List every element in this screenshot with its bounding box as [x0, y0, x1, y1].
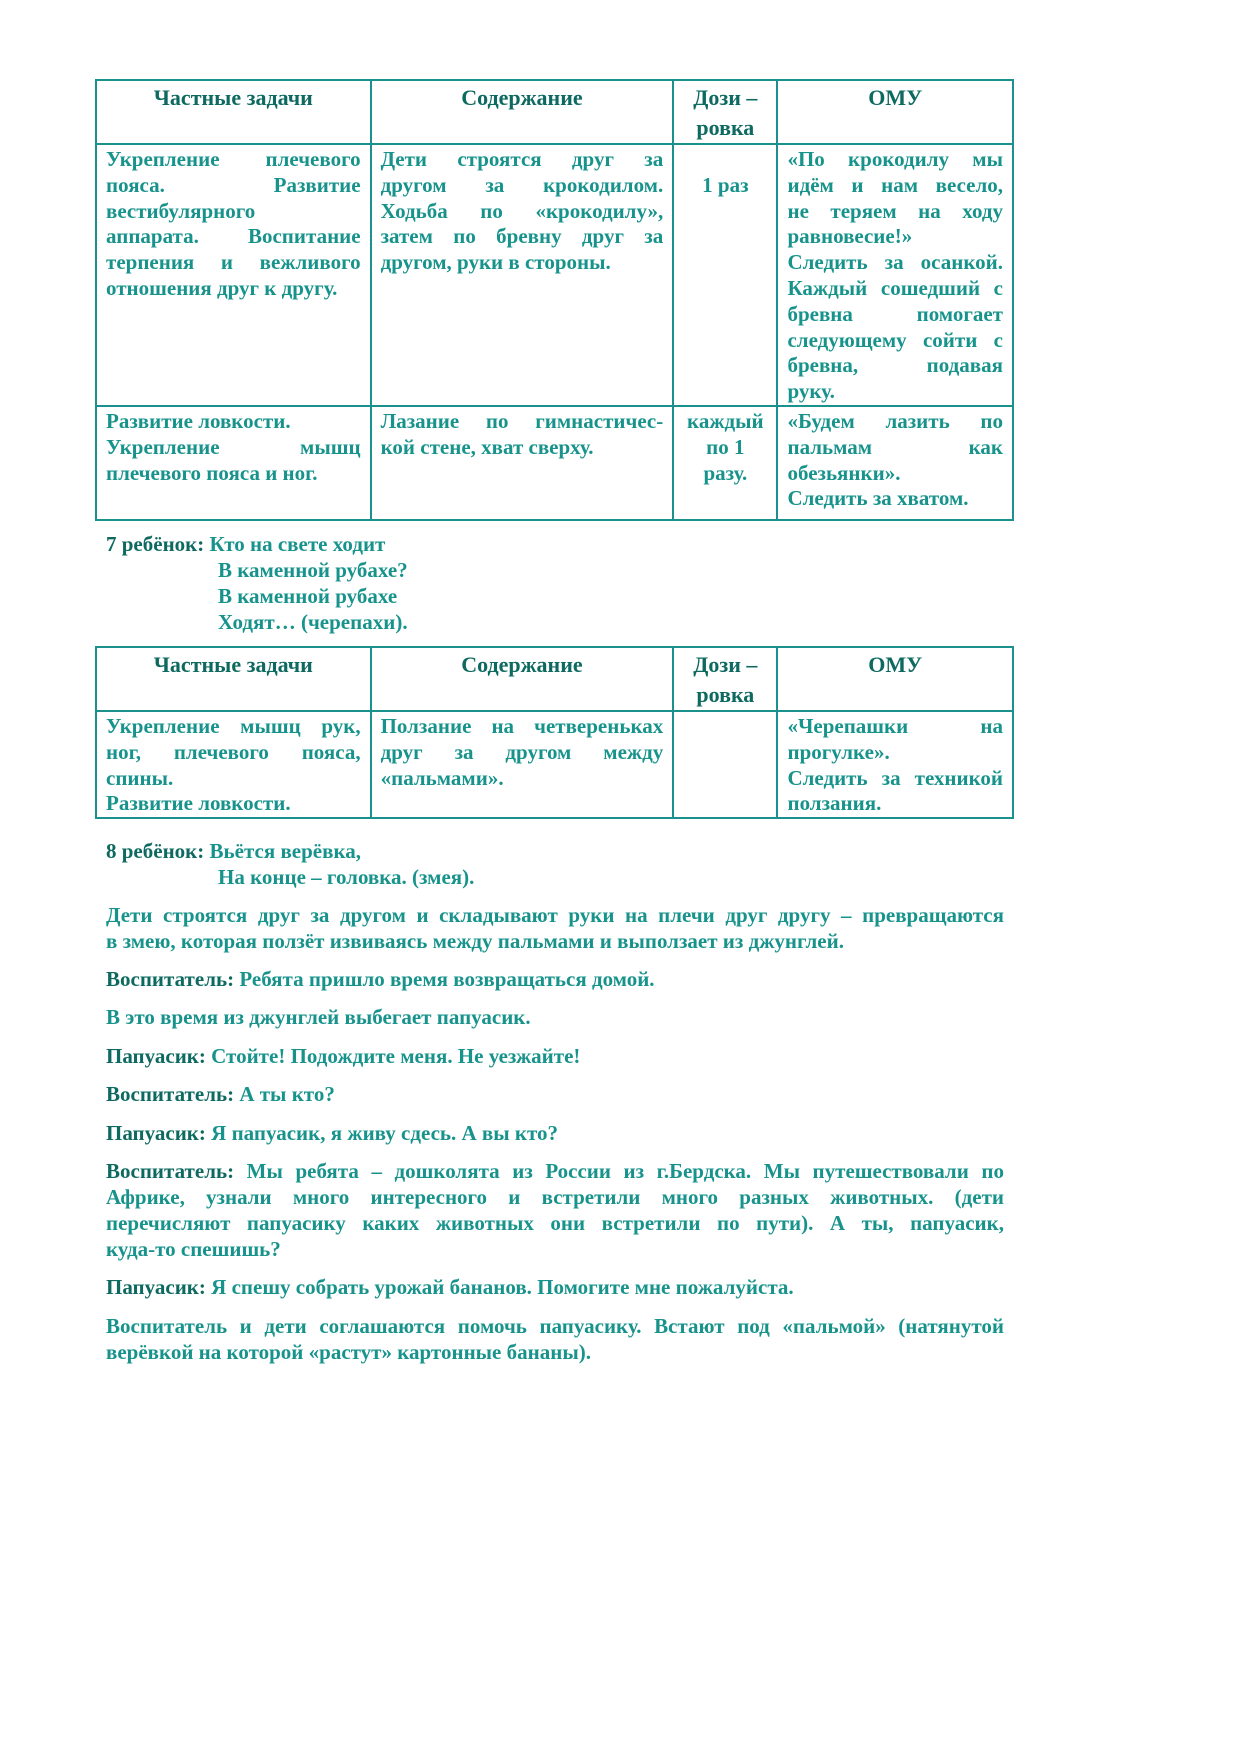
table-header-row: [96, 80, 1013, 144]
riddle-line: Вьётся верёвка,: [209, 839, 361, 863]
cell-line: не теряем на ходу: [787, 198, 1003, 223]
cell-line: плечевого пояса и ног.: [106, 460, 318, 485]
cell-line: терпения и вежливого: [106, 250, 361, 275]
header-dosage: Дози – ровка: [673, 80, 777, 144]
table-row: [96, 144, 1013, 406]
paragraph-line: верёвкой на которой «растут» картонные бананы).: [106, 1340, 591, 1364]
riddle-7: [106, 531, 1004, 635]
cell-dosage: [673, 711, 777, 818]
exercise-table-2: [95, 646, 1014, 819]
riddle-line: В каменной рубахе: [218, 584, 398, 608]
paragraph-line: В это время из джунглей выбегает папуасик.: [106, 1005, 531, 1029]
table-header-row: [96, 647, 1013, 711]
paragraph: [106, 1043, 1004, 1069]
header-dosage: Дози – ровка: [673, 647, 777, 711]
cell-line: руку.: [787, 379, 835, 404]
riddle-8: [106, 838, 1004, 890]
cell-dosage: [673, 406, 777, 520]
speaker-label: Папуасик:: [106, 1044, 212, 1068]
cell-line: Ходьба по «крокодилу»,: [380, 198, 664, 223]
cell-line: Каждый сошедший с: [787, 275, 1003, 300]
cell-line: Ползание на четвереньках: [380, 714, 664, 738]
cell-content: [371, 144, 674, 406]
paragraph: [106, 902, 1004, 954]
paragraph: [106, 1120, 1004, 1146]
speaker-label: Папуасик:: [106, 1121, 212, 1145]
header-omu: ОМУ: [777, 647, 1013, 711]
speaker-label: 7 ребёнок:: [106, 532, 205, 556]
cell-line: идём и нам весело,: [787, 172, 1003, 197]
paragraph: [106, 1274, 1004, 1300]
cell-line: Следить за осанкой.: [787, 250, 1003, 275]
paragraph: [106, 1313, 1004, 1365]
paragraph: [106, 966, 1004, 992]
cell-line: аппарата. Воспитание: [106, 224, 361, 249]
cell-line: Следить за техникой: [787, 765, 1003, 790]
cell-line: каждый: [687, 408, 764, 433]
cell-line: бревна помогает: [787, 301, 1003, 326]
cell-line: «Будем лазить по: [787, 408, 1003, 433]
cell-line: пальмам как: [787, 434, 1003, 459]
table-row: [96, 406, 1013, 520]
paragraph-line: Папуасик: Я спешу собрать урожай бананов. Помогите мне пожалуйста.: [106, 1275, 794, 1299]
cell-line: другом за крокодилом.: [380, 172, 664, 197]
paragraph-line: куда-то спешишь?: [106, 1237, 281, 1261]
cell-omu: [777, 711, 1013, 818]
cell-line: прогулке».: [787, 739, 890, 764]
paragraph-line: Воспитатель: А ты кто?: [106, 1082, 335, 1106]
cell-line: равновесие!»: [787, 224, 913, 249]
header-tasks: Частные задачи: [96, 80, 371, 144]
cell-line: вестибулярного: [106, 198, 256, 223]
cell-line: ног, плечевого пояса,: [106, 739, 361, 764]
paragraph-line: Воспитатель: Мы ребята – дошколята из России из г.Бердска. Мы путешествовали по: [106, 1159, 1004, 1183]
cell-dosage: [673, 144, 777, 406]
paragraph-line: Воспитатель и дети соглашаются помочь папуасику. Встают под «пальмой» (натянутой: [106, 1314, 1004, 1338]
paragraph-line: Папуасик: Стойте! Подождите меня. Не уезжайте!: [106, 1044, 581, 1068]
speaker-label: Воспитатель:: [106, 1082, 240, 1106]
cell-line: Укрепление мышц: [106, 434, 361, 459]
cell-content: [371, 711, 674, 818]
paragraph-line: Африке, узнали много интересного и встретили много разных животных. (дети: [106, 1185, 1004, 1209]
speaker-label: Воспитатель:: [106, 967, 240, 991]
cell-line: бревна, подавая: [787, 353, 1003, 378]
riddle-line: На конце – головка. (змея).: [218, 865, 475, 889]
header-tasks: Частные задачи: [96, 647, 371, 711]
table-row: [96, 711, 1013, 818]
paragraph-line: Дети строятся друг за другом и складывают руки на плечи друг другу – превращаются: [106, 903, 1004, 927]
speaker-label: 8 ребёнок:: [106, 839, 205, 863]
cell-line: ползания.: [787, 791, 882, 816]
cell-omu: [777, 144, 1013, 406]
cell-line: спины.: [106, 765, 174, 790]
speaker-label: Воспитатель:: [106, 1159, 247, 1183]
cell-line: обезьянки».: [787, 460, 901, 485]
cell-line: Укрепление мышц рук,: [106, 714, 361, 738]
header-content: Содержание: [371, 80, 674, 144]
paragraph-line: Воспитатель: Ребята пришло время возвращаться домой.: [106, 967, 655, 991]
exercise-table-1: [95, 79, 1014, 521]
riddle-line: Кто на свете ходит: [209, 532, 386, 556]
cell-line: «По крокодилу мы: [787, 147, 1003, 171]
cell-line: Развитие ловкости.: [106, 408, 291, 433]
riddle-line: В каменной рубахе?: [218, 558, 408, 582]
cell-content: [371, 406, 674, 520]
cell-line: кой стене, хват сверху.: [380, 434, 594, 459]
cell-tasks: [96, 406, 371, 520]
cell-line: Лазание по гимнастичес-: [380, 408, 664, 433]
cell-line: [683, 714, 767, 740]
cell-line: Дети строятся друг за: [380, 147, 664, 171]
paragraph: [106, 1004, 1004, 1030]
cell-line: отношения друг к другу.: [106, 275, 338, 300]
cell-line: «пальмами».: [380, 765, 504, 790]
cell-tasks: [96, 711, 371, 818]
paragraph-line: перечисляют папуасику каких животных они встретили по пути). А ты, папуасик,: [106, 1211, 1004, 1235]
paragraph-line: Папуасик: Я папуасик, я живу сдесь. А вы кто?: [106, 1121, 559, 1145]
cell-line: друг за другом между: [380, 739, 664, 764]
speaker-label: Папуасик:: [106, 1275, 212, 1299]
cell-line: «Черепашки на: [787, 714, 1003, 738]
header-content: Содержание: [371, 647, 674, 711]
cell-line: 1 раз: [702, 173, 749, 197]
cell-omu: [777, 406, 1013, 520]
cell-line: пояса. Развитие: [106, 172, 361, 197]
cell-tasks: [96, 144, 371, 406]
header-omu: ОМУ: [777, 80, 1013, 144]
paragraph: [106, 1081, 1004, 1107]
riddle-line: Ходят… (черепахи).: [218, 610, 408, 634]
cell-line: затем по бревну друг за: [380, 224, 664, 249]
cell-line: следующему сойти с: [787, 327, 1003, 352]
cell-line: другом, руки в стороны.: [380, 250, 611, 275]
cell-line: Следить за хватом.: [787, 486, 969, 511]
cell-line: по 1: [706, 434, 745, 459]
cell-line: разу.: [703, 460, 748, 485]
paragraph: [106, 1158, 1004, 1262]
paragraph-line: в змею, которая ползёт извиваясь между пальмами и выползает из джунглей.: [106, 929, 844, 953]
cell-line: Развитие ловкости.: [106, 791, 291, 816]
cell-line: Укрепление плечевого: [106, 147, 361, 171]
